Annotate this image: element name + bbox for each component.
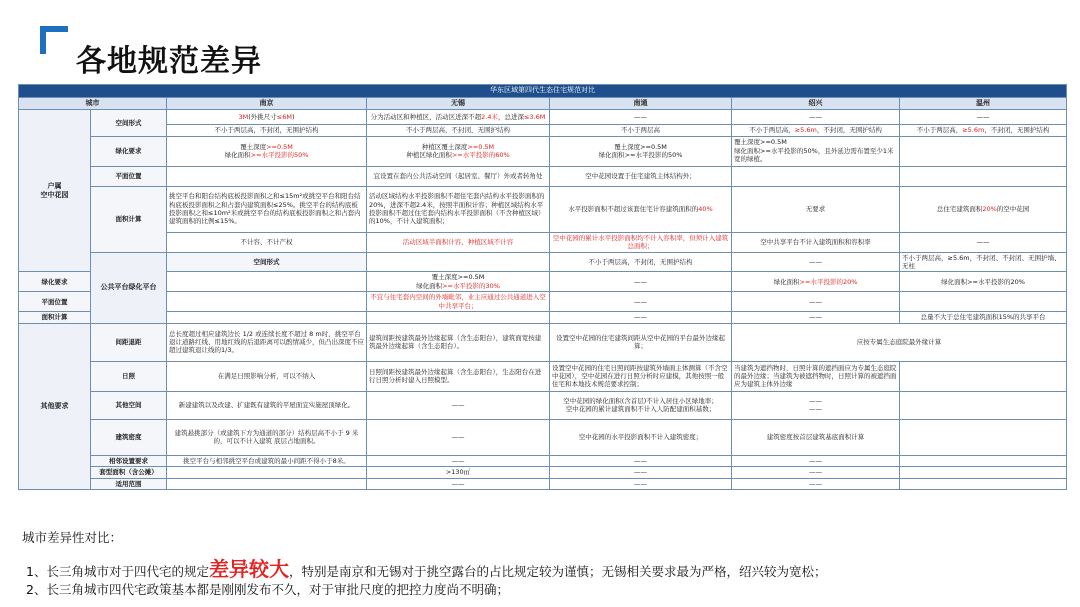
cell: 宜设置在套内公共活动空间（起居室、餐厅）外或者转角处: [367, 166, 550, 186]
cell: 不计容、不计产权: [167, 232, 367, 252]
cell: 绿化面积>=水平投影的20%: [900, 272, 1067, 292]
cell: [900, 455, 1067, 466]
cell: 水平投影面积不超过该套住宅计容建筑面积的40%: [550, 186, 732, 232]
cell: ——: [550, 467, 732, 478]
cell: [367, 252, 550, 272]
cell: [167, 292, 367, 312]
cell: —— ——: [732, 391, 900, 419]
cell: 不小于两层高，≥5.6m，不封闭、不封闭、无围护墙、无柱: [900, 252, 1067, 272]
cell: 日照间距按建筑最外边缘起算（含生态阳台），生态阳台在进行日照分析时建入日照模型。: [367, 361, 550, 391]
cell: [367, 312, 550, 323]
col-header-nanjing: 南京: [167, 98, 367, 110]
row-label-position-public: 平面位置: [19, 292, 91, 312]
cell: [900, 292, 1067, 312]
cell: ——: [367, 391, 550, 419]
cell: 分为活动区和种植区，活动区进深不超2.4米，总进深≤3.6M: [367, 110, 550, 125]
cell: ——: [732, 467, 900, 478]
cell: [167, 166, 367, 186]
cell: 应按专属生态庭院最外缘计算: [732, 323, 1067, 361]
highlight-text: 差异较大: [208, 557, 289, 581]
cell: ——: [732, 252, 900, 272]
summary-line-1: 1、长三角城市对于四代宅的规定差异较大，特别是南京和无锡对于挑空露台的占比规定较为谨慎；无锡相关要求最为严格，绍兴较为宽松；: [26, 557, 827, 581]
cell: [900, 166, 1067, 186]
row-label-spacing: 间距退距: [91, 323, 167, 361]
cell: 在满足日照影响分析，可以不纳入: [167, 361, 367, 391]
row-label-position: 平面位置: [91, 166, 167, 186]
cell: 不小于两层高，≥5.6m，不封闭，无围护结构: [732, 125, 900, 136]
cell: 3M(外挑尺寸≤6M): [167, 110, 367, 125]
cell: 覆土深度>=0.5M 绿化面积>=水平投影的50%: [550, 136, 732, 166]
group-private-garden: 户属 空中花园: [19, 110, 91, 272]
cell: [167, 312, 367, 323]
cell: 空中花园的累计水平投影面积均不计入容积率，但须计入建筑总面积；: [550, 232, 732, 252]
group-other: 其他要求: [19, 323, 91, 489]
cell: ——: [550, 478, 732, 489]
row-label-other-space: 其他空间: [91, 391, 167, 419]
row-label-greening-public: 绿化要求: [19, 272, 91, 292]
cell: 不小于两层高，不封闭，无围护结构: [167, 125, 367, 136]
cell: ——: [900, 232, 1067, 252]
cell: ——: [367, 478, 550, 489]
cell: 挑空平台与相邻挑空平台或建筑的最小间距不得小于8米。: [167, 455, 367, 466]
comparison-table-wrapper: [18, 84, 1066, 490]
cell: 挑空平台和阳台结构底板投影面积之和≤15m²或挑空平台和阳台结构底板投影面积之和占套内建筑面积≤25%。挑空平台的结构底板投影面积之和≤10m²米或挑空平台的结构底板投影面积之和占套内建筑面积的比例≤15%。: [167, 186, 367, 232]
cell: ——: [367, 419, 550, 455]
cell: [900, 467, 1067, 478]
cell: [900, 136, 1067, 166]
cell: 建筑悬挑部分（或建筑下方为通道的部分）结构层高不小于 9 米的，可以不计入建筑 底层占地面积。: [167, 419, 367, 455]
row-label-sunlight: 日照: [91, 361, 167, 391]
cell: 空中花园设置于住宅建筑主体结构外；: [550, 166, 732, 186]
cell: ——: [550, 110, 732, 125]
cell: 当建筑为遮挡物时，日照计算的遮挡面应为专属生态庭院的最外边缘；当建筑为被遮挡物时，日照计算的被遮挡面应为建筑主体外边缘: [732, 361, 900, 391]
cell: [732, 166, 900, 186]
col-header-shaoxing: 绍兴: [732, 98, 900, 110]
cell: [900, 478, 1067, 489]
cell: [900, 361, 1067, 391]
row-label-greening: 绿化要求: [91, 136, 167, 166]
cell: 建筑密度按首层建筑基底面积计算: [732, 419, 900, 455]
cell: ——: [732, 292, 900, 312]
cell: 总量不大于总住宅建筑面积15%的共享平台: [900, 312, 1067, 323]
cell: 设置空中花园的住宅建筑间距从空中花园的平台最外边缘起算；: [550, 323, 732, 361]
cell: ——: [550, 312, 732, 323]
cell: 设置空中花园的住宅日照间距按建筑外墙面主体测算（不含空中花园），空中花园在进行日照分析时应建模，其他按照一般住宅和本地技术规范要求控制；: [550, 361, 732, 391]
cell: ——: [732, 110, 900, 125]
cell: ——: [550, 455, 732, 466]
cell: 新建建筑以及改建、扩建既有建筑的平屋面宜实施屋顶绿化。: [167, 391, 367, 419]
cell: 覆土深度>=0.5M 绿化面积>=水平投影的50%，且外延边需布置至少1米宽的绿植。: [732, 136, 900, 166]
cell: 绿化面积>=水平投影的20%: [732, 272, 900, 292]
cell: 覆土深度>=0.5M 绿化面积>=水平投影的50%: [167, 136, 367, 166]
page-title: 各地规范差异: [76, 44, 262, 79]
cell: 空中共享平台不计入建筑面积和容积率: [732, 232, 900, 252]
cell: 覆土深度>=0.5M 绿化面积>=水平投影的30%: [367, 272, 550, 292]
row-label-adjacent: 相邻设置要求: [91, 455, 167, 466]
row-label-density: 建筑密度: [91, 419, 167, 455]
cell: 空中花园的水平投影面积不计入建筑密度；: [550, 419, 732, 455]
corner-bracket-icon: [38, 24, 68, 54]
row-label-space-form: 空间形式: [91, 110, 167, 136]
summary-heading: 城市差异性对比：: [22, 530, 123, 545]
row-label-space-form-public: 空间形式: [167, 252, 367, 272]
cell: 无要求: [732, 186, 900, 232]
cell: [167, 467, 367, 478]
cell: 不小于两层高，不封闭，无围护结构: [367, 125, 550, 136]
col-header-city: 城市: [19, 98, 167, 110]
table-heading: 华东区域第四代生态住宅规范对比: [19, 85, 1067, 98]
cell: ——: [732, 455, 900, 466]
cell: 不小于两层高: [550, 125, 732, 136]
summary-line-2: 2、长三角城市四代宅政策基本都是刚刚发布不久，对于审批尺度的把控力度尚不明确；: [26, 582, 509, 597]
cell: [167, 272, 367, 292]
cell: ——: [367, 455, 550, 466]
cell: ——: [732, 312, 900, 323]
cell: [900, 391, 1067, 419]
group-public-platform: 公共平台绿化平台: [91, 252, 167, 323]
row-label-area-calc: 面积计算: [91, 186, 167, 252]
cell: 不小于两层高，不封闭，无围护结构: [550, 252, 732, 272]
cell: 种植区覆土深度>=0.5M 种植区绿化面积>=水平投影的60%: [367, 136, 550, 166]
cell: 不小于两层高，≥5.6m，不封闭，无围护结构: [900, 125, 1067, 136]
col-header-nantong: 南通: [550, 98, 732, 110]
cell: [167, 478, 367, 489]
cell: ——: [900, 110, 1067, 125]
row-label-unit-area: 套型面积（含公摊）: [91, 467, 167, 478]
cell: >130㎡: [367, 467, 550, 478]
cell: 建筑间距按建筑最外边缘起算（含生态阳台），建筑面宽按建筑最外边缘起算（含生态阳台）。: [367, 323, 550, 361]
col-header-wenzhou: 温州: [900, 98, 1067, 110]
row-label-area-public: 面积计算: [19, 312, 91, 323]
cell: 不宜与住宅套内空间的外墙毗邻，业主应通过公共通道进入空中共享平台；: [367, 292, 550, 312]
comparison-table: [18, 84, 1067, 490]
cell: [900, 419, 1067, 455]
cell: 活动区域半面积计容，种植区域不计容: [367, 232, 550, 252]
col-header-wuxi: 无锡: [367, 98, 550, 110]
cell: ——: [550, 292, 732, 312]
cell: 总住宅建筑面积20%的空中花园: [900, 186, 1067, 232]
cell: 总长度超过相应建筑边长 1/2 或连续长度不超过 8 m时，挑空平台退让道路红线、用地红线的后退距离可以酌情减少，但凸出深度不应超过建筑退让线的1/3。: [167, 323, 367, 361]
cell: ——: [550, 272, 732, 292]
row-label-scope: 适用范围: [91, 478, 167, 489]
cell: 空中花园的绿化面积(含首层)不计入居住小区绿地率； 空中花园的累计建筑面积不计入人防配建面积基数；: [550, 391, 732, 419]
cell: ——: [732, 478, 900, 489]
cell: 活动区域结构水平投影面积不超住宅套内结构水平投影面积的20%，进深不超2.4米，按照半面积计容；种植区域结构水平投影面积不超过住宅套内结构水平投影面积（不含种植区域）的10%，不计入建筑面积；: [367, 186, 550, 232]
